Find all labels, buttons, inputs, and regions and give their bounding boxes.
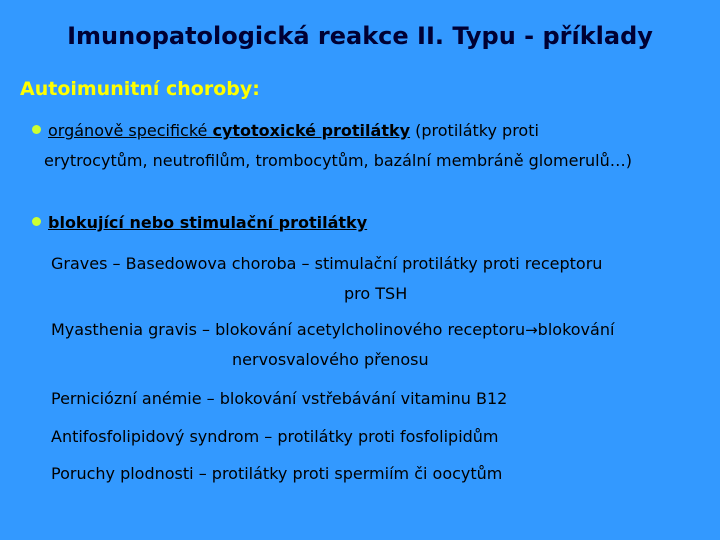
bullet-organ-specific xyxy=(32,121,539,140)
section-heading: Autoimunitní choroby: xyxy=(20,78,260,100)
myasthenia-text: Myasthenia gravis – blokování acetylcholinového receptoru xyxy=(51,320,526,339)
bullet1-text-a: orgánově specifické xyxy=(48,121,213,140)
bullet2-label: blokující nebo stimulační protilátky xyxy=(48,213,368,232)
bullet1-text-c: (protilátky proti xyxy=(410,121,539,140)
bullet-dot-icon xyxy=(32,125,41,134)
example-graves-cont: pro TSH xyxy=(344,284,408,303)
example-myasthenia-cont: nervosvalového přenosu xyxy=(232,350,429,369)
bullet-dot-icon xyxy=(32,217,41,226)
slide-title: Imunopatologická reakce II. Typu - příklady xyxy=(67,22,653,50)
myasthenia-tail: blokování xyxy=(537,320,615,339)
example-myasthenia xyxy=(51,320,614,339)
example-graves: Graves – Basedowova choroba – stimulační protilátky proti receptoru xyxy=(51,254,603,273)
right-arrow-icon: → xyxy=(525,321,538,339)
bullet1-text-b: cytotoxické protilátky xyxy=(212,121,411,140)
bullet1-line2: erytrocytům, neutrofilům, trombocytům, bazální membráně glomerulů…) xyxy=(44,151,632,170)
bullet-blocking-stimulating xyxy=(32,213,367,232)
example-fertility: Poruchy plodnosti – protilátky proti spermiím či oocytům xyxy=(51,464,503,483)
example-pernicious-anemia: Perniciózní anémie – blokování vstřebávání vitaminu B12 xyxy=(51,389,508,408)
example-antiphospholipid: Antifosfolipidový syndrom – protilátky proti fosfolipidům xyxy=(51,427,499,446)
